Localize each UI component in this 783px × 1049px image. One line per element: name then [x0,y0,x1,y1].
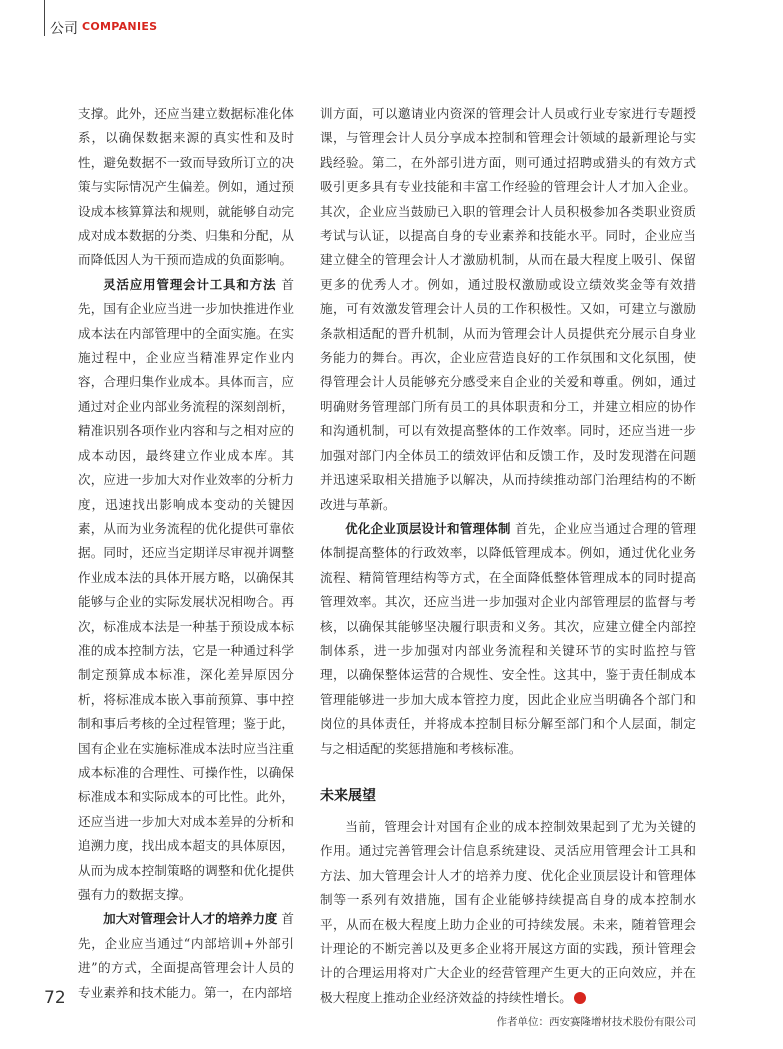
right-paragraph-3-body: 当前，管理会计对国有企业的成本控制效果起到了尤为关键的作用。通过完善管理会计信息系统建设、灵活应用管理会计工具和方法、加大管理会计人才的培养力度、优化企业顶层设计和管理体制等一系列有效措施，国有企业能够持续提高自身的成本控制水平，从而在极大程度上助力企业的可持续发展。未来，随着管理会计理论的不断完善以及更多企业将开展这方面的实践，预计管理会计的合理运用将对广大企业的经营管理产生更大的正向效应，并在极大程度上推动企业经济效益的持续性增长。 [320,818,696,1005]
left-paragraph-2-body: 首先，国有企业应当进一步加快推进作业成本法在内部管理中的全面实施。在实施过程中，企业应当精准界定作业内容，合理归集作业成本。具体而言，应通过对企业内部业务流程的深刻剖析，精准识别各项作业内容和与之相对应的成本动因，最终建立作业成本库。其次，应进一步加大对作业效率的分析力度，迅速找出影响成本变动的关键因素，从而为业务流程的优化提供可靠依据。同时，还应当定期详尽审视并调整作业成本法的具体开展方略，以确保其能够与企业的实际发展状况相吻合。再次，标准成本法是一种基于预设成本标准的成本控制方法，它是一种通过科学制定预算成本标准，深化差异原因分析，将标准成本嵌入事前预算、事中控制和事后考核的全过程管理；鉴于此，国有企业在实施标准成本法时应当注重成本标准的合理性、可操作性，以确保标准成本和实际成本的可比性。此外，还应当进一步加大对成本差异的分析和追溯力度，找出成本超支的具体原因，从而为成本控制策略的调整和优化提供强有力的数据支撑。 [78,276,294,902]
section-brand: COMPANIES [82,20,158,33]
left-column [78,102,294,1005]
subheading-talent: 加大对管理会计人才的培养力度 [103,911,278,927]
end-mark-icon: 商 [574,992,586,1004]
section-label: 公司 [50,21,78,37]
subheading-tools: 灵活应用管理会计工具和方法 [103,276,277,292]
left-paragraph-2 [78,273,294,908]
left-paragraph-3 [78,907,294,1005]
right-column [320,102,696,1029]
subheading-governance: 优化企业顶层设计和管理体制 [345,520,511,536]
page-number: 72 [44,988,66,1008]
section-title-outlook: 未来展望 [320,787,376,804]
right-paragraph-3 [320,815,696,1010]
right-paragraph-2-body: 首先，企业应当通过合理的管理体制提高整体的行政效率，以降低管理成本。例如，通过优化业务流程、精简管理结构等方式，在全面降低整体管理成本的同时提高管理效率。其次，还应当进一步加强对企业内部管理层的监督与考核，以确保其能够坚决履行职责和义务。其次，应建立健全内部控制体系，进一步加强对内部业务流程和关键环节的实时监控与管理，以确保整体运营的合规性、安全性。这其中，鉴于责任制成本管理能够进一步加大成本管控力度，因此企业应当明确各个部门和岗位的具体责任，并将成本控制目标分解至部门和个人层面，制定与之相适配的奖惩措施和考核标准。 [320,520,696,756]
right-paragraph-2 [320,517,696,761]
right-paragraph-1: 训方面，可以邀请业内资深的管理会计人员或行业专家进行专题授课，与管理会计人员分享成本控制和管理会计领域的最新理论与实践经验。第二，在外部引进方面，则可通过招聘或猎头的有效方式吸引更多具有专业技能和丰富工作经验的管理会计人才加入企业。其次，企业应当鼓励已入职的管理会计人员积极参加各类职业资质考试与认证，以提高自身的专业素养和技能水平。同时，企业应当建立健全的管理会计人才激励机制，从而在最大程度上吸引、保留更多的优秀人才。例如，通过股权激励或设立绩效奖金等有效措施，可有效激发管理会计人员的工作积极性。又如，可建立与激励条款相适配的晋升机制，从而为管理会计人员提供充分展示自身业务能力的舞台。再次，企业应营造良好的工作氛围和文化氛围，使得管理会计人员能够充分感受来自企业的关爱和尊重。例如，通过明确财务管理部门所有员工的具体职责和分工，并建立相应的协作和沟通机制，可以有效提高整体的工作效率。同时，还应当进一步加强对部门内全体员工的绩效评估和反馈工作，及时发现潜在问题并迅速采取相关措施予以解决，从而持续推动部门治理结构的不断改进与革新。 [320,106,696,512]
header-rule [44,0,45,36]
left-paragraph-3-body: 首先，企业应当通过“内部培训+外部引进”的方式，全面提高管理会计人员的专业素养和技术能力。第一，在内部培 [78,911,294,1000]
author-affiliation: 作者单位：西安赛隆增材技术股份有限公司 [496,1016,696,1029]
left-paragraph-1: 支撑。此外，还应当建立数据标准化体系，以确保数据来源的真实性和及时性，避免数据不一致而导致所订立的决策与实际情况产生偏差。例如，通过预设成本核算算法和规则，就能够自动完成对成本数据的分类、归集和分配，从而降低因人为干预而造成的负面影响。 [78,106,294,268]
page-header [44,0,783,40]
